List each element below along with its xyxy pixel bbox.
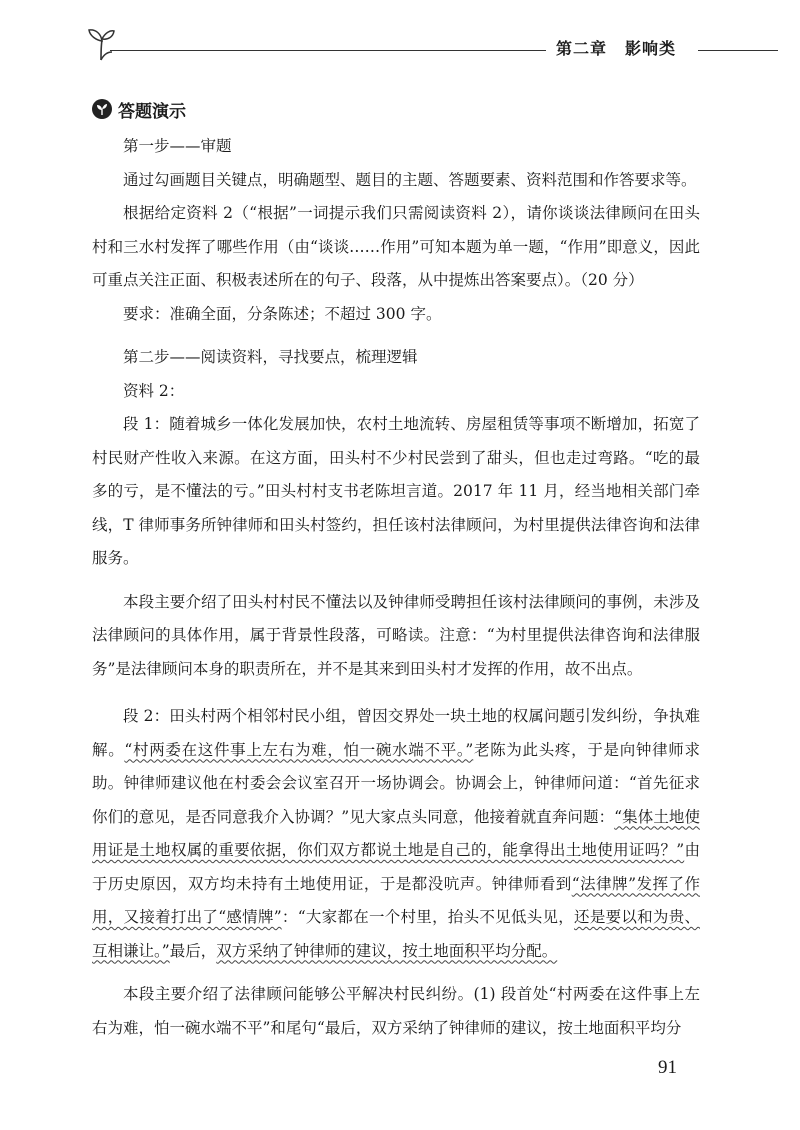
p2-j: 双方采纳了钟律师的建议，按土地面积平均分配。 bbox=[216, 941, 558, 960]
p2-g: ：“大家都在一个村里，抬头不见低头见， bbox=[281, 908, 575, 926]
page-header bbox=[86, 26, 776, 66]
header-rule-right bbox=[698, 50, 778, 51]
requirements: 要求：准确全面，分条陈述；不超过 300 字。 bbox=[123, 304, 442, 323]
chapter-number: 第二章 bbox=[556, 39, 608, 58]
p2-h: 还是要以和为贵、互相谦让。” bbox=[92, 908, 700, 960]
p2-f: “法律牌”发挥了作用，又接着打出了“感情牌” bbox=[92, 874, 700, 926]
section-title: 答题演示 bbox=[118, 101, 186, 122]
chapter-title: 影响类 bbox=[625, 39, 677, 58]
sprout-icon bbox=[86, 26, 116, 62]
leaf-badge-icon bbox=[92, 99, 112, 119]
page-body bbox=[92, 130, 700, 1045]
p2-b: “村两委在这件事上左右为难，怕一碗水端不平。” bbox=[124, 740, 474, 759]
chapter-heading bbox=[556, 36, 676, 59]
section-heading bbox=[92, 96, 186, 122]
header-rule bbox=[110, 50, 546, 51]
page-number: 91 bbox=[658, 1057, 677, 1078]
p2-i: 最后， bbox=[169, 941, 217, 960]
step1-intro: 通过勾画题目关键点，明确题型、题目的主题、答题要素、资料范围和作答要求等。 bbox=[123, 170, 697, 189]
material-label: 资料 2： bbox=[123, 381, 185, 400]
p2-d: “集体土地使用证是土地权属的重要依据，你们双方都说土地是自己的，能拿得出土地使用证吗？” bbox=[92, 807, 700, 859]
question-text: 根据给定资料 2（“根据”一词提示我们只需阅读资料 2），请你谈谈法律顾问在田头村和三水村发挥了哪些作用（由“谈谈……作用”可知本题为单一题，“作用”即意义，因此可重点关注正面、积极表述所在的句子、段落，从中提炼出答案要点）。（20 分） bbox=[92, 204, 700, 289]
p2-e: 由于历史原因，双方均未持有土地使用证，于是都没吭声。钟律师看到 bbox=[92, 841, 700, 893]
paragraph-1: 段 1：随着城乡一体化发展加快，农村土地流转、房屋租赁等事项不断增加，拓宽了村民财产性收入来源。在这方面，田头村不少村民尝到了甜头，但也走过弯路。“吃的最多的亏，是不懂法的亏。”田头村村支书老陈坦言道。2017 年 11 月，经当地相关部门牵线，T 律师事务所钟律师和田头村签约，担任该村法律顾问，为村里提供法律咨询和法律服务。 bbox=[92, 415, 700, 567]
analysis-2: 本段主要介绍了法律顾问能够公平解决村民纠纷。(1) 段首处“村两委在这件事上左右为难，怕一碗水端不平”和尾句“最后，双方采纳了钟律师的建议，按土地面积平均分 bbox=[92, 985, 700, 1037]
p2-a: 段 2：田头村两个相邻村民小组，曾因交界处一块土地的权属问题引发纠纷，争执难解。 bbox=[92, 707, 700, 759]
step1-title: 第一步——审题 bbox=[123, 137, 232, 155]
analysis-1: 本段主要介绍了田头村村民不懂法以及钟律师受聘担任该村法律顾问的事例，未涉及法律顾问的具体作用，属于背景性段落，可略读。注意：“为村里提供法律咨询和法律服务”是法律顾问本身的职责所在，并不是其来到田头村才发挥的作用，故不出点。 bbox=[92, 592, 700, 678]
p2-c: 老陈为此头疼，于是向钟律师求助。钟律师建议他在村委会会议室召开一场协调会。协调会上，钟律师问道：“首先征求你们的意见，是否同意我介入协调？”见大家点头同意，他接着就直奔问题： bbox=[92, 740, 700, 826]
paragraph-2 bbox=[92, 700, 700, 968]
step2-title: 第二步——阅读资料，寻找要点，梳理逻辑 bbox=[123, 348, 418, 366]
